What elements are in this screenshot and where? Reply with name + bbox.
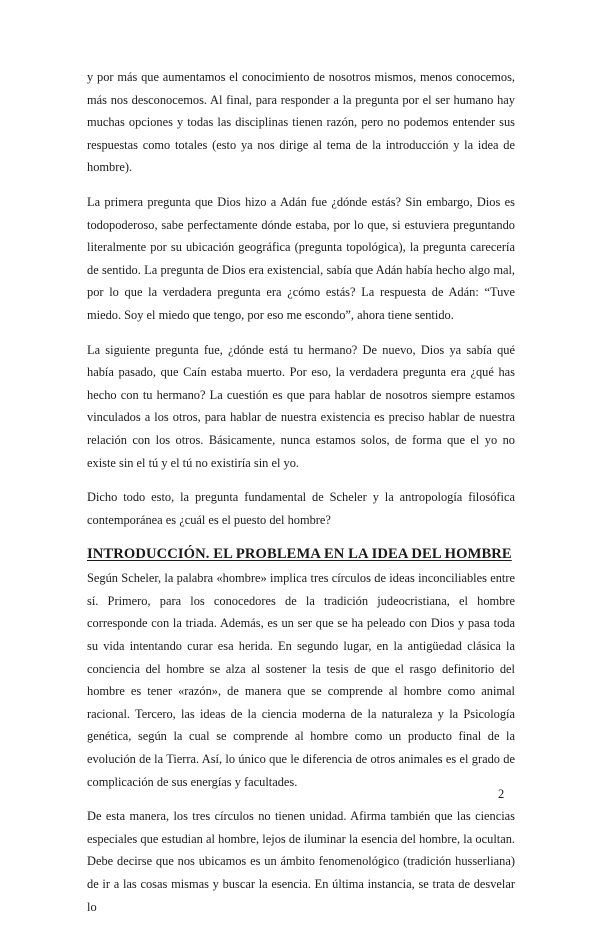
paragraph-fundamental-question: Dicho todo esto, la pregunta fundamental de Scheler y la antropología filosófica contemporánea es ¿cuál es el puesto del hombre? (87, 490, 515, 527)
document-page (87, 66, 515, 930)
paragraph-brother-question: La siguiente pregunta fue, ¿dónde está tu hermano? De nuevo, Dios ya sabía qué había pasado, que Caín estaba muerto. Por eso, la verdadera pregunta era ¿qué has hecho con tu hermano? La cuestión es que para hablar de nosotros siempre estamos vinculados a los otros, para hablar de nuestra existencia es preciso hablar de nuestra relación con los otros. Básicamente, nunca estamos solos, de forma que el yo no existe sin el tú y el tú no existiría sin el yo. (87, 342, 515, 470)
paragraph-continuation: y por más que aumentamos el conocimiento de nosotros mismos, menos conocemos, más nos desconocemos. Al final, para responder a la pregunta por el ser humano hay muchas opciones y todas las disciplinas tienen razón, pero no podemos entender sus respuestas como totales (esto ya nos dirige al tema de la introducción y la idea de hombre). (87, 70, 515, 175)
paragraph-no-unity: De esta manera, los tres círculos no tienen unidad. Afirma también que las ciencias especiales que estudian al hombre, lejos de iluminar la esencia del hombre, la ocultan. Debe decirse que nos ubicamos es un ámbito fenomenológico (tradición husserliana) de ir a las cosas mismas y buscar la esencia. En última instancia, se trata de desvelar lo (87, 809, 515, 914)
paragraph-three-circles: Según Scheler, la palabra «hombre» implica tres círculos de ideas inconciliables entre sí. Primero, para los conocedores de la tradición judeocristiana, el hombre corresponde con la triada. Además, es un ser que se ha peleado con Dios y pasa toda su vida intentando curar esa herida. En segundo lugar, en la antigüedad clásica la conciencia del hombre se alza al sostener la tesis de que el rasgo definitorio del hombre es tener «razón», de manera que se comprende al hombre como animal racional. Tercero, las ideas de la ciencia moderna de la naturaleza y la Psicología genética, según la cual se comprende al hombre como un producto final de la evolución de la Tierra. Así, lo único que le diferencia de otros animales es el grado de complicación de sus energías y facultades. (87, 571, 515, 789)
page-number: 2 (498, 787, 505, 801)
paragraph-adam-question: La primera pregunta que Dios hizo a Adán fue ¿dónde estás? Sin embargo, Dios es todopoderoso, sabe perfectamente dónde estaba, por lo que, si estuviera preguntando literalmente por su ubicación geográfica (pregunta topológica), la pregunta carecería de sentido. La pregunta de Dios era existencial, sabía que Adán había hecho algo mal, por lo que la verdadera pregunta era ¿cómo estás? La respuesta de Adán: “Tuve miedo. Soy el miedo que tengo, por eso me escondo”, ahora tiene sentido. (87, 194, 515, 322)
section-heading: INTRODUCCIÓN. EL PROBLEMA EN LA IDEA DEL HOMBRE (87, 546, 512, 563)
